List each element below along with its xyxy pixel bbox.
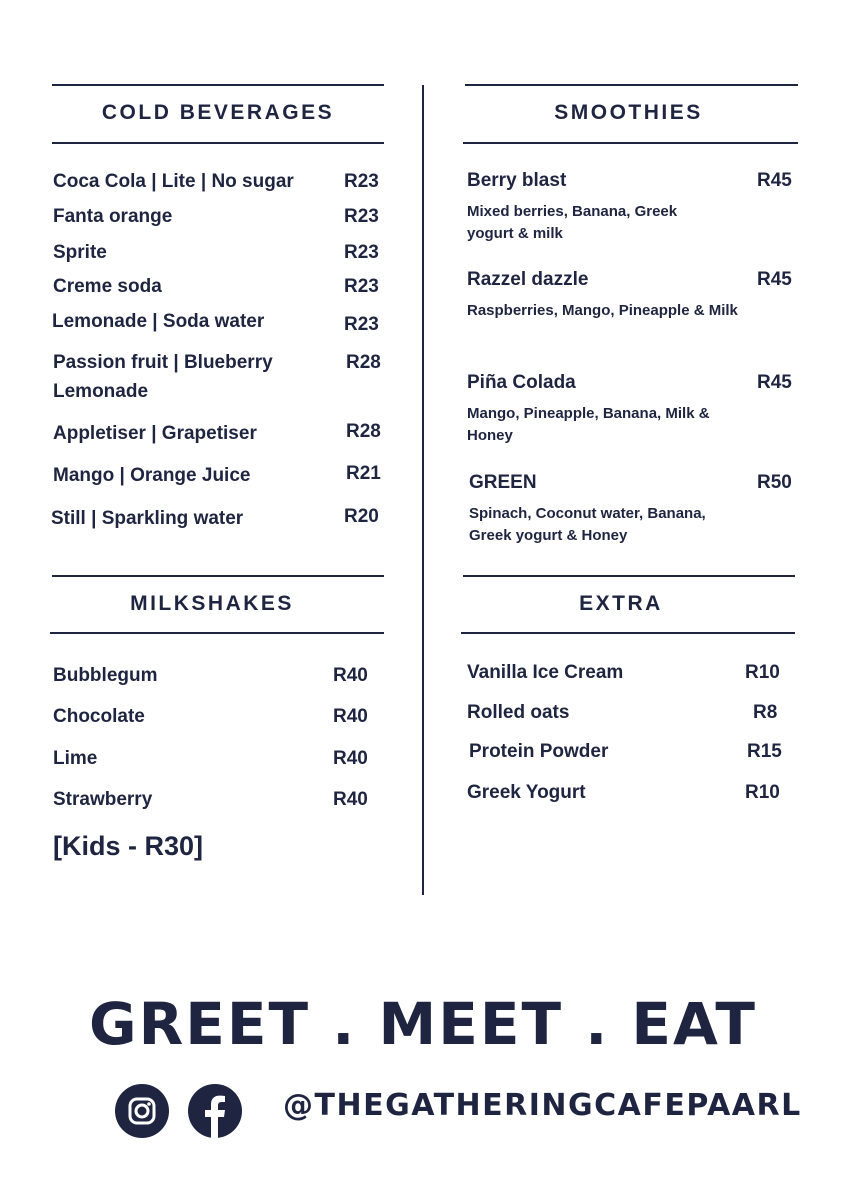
smoothie-description: Spinach, Coconut water, Banana, Greek yogurt & Honey [469, 505, 706, 544]
smoothie-price: R50 [757, 472, 792, 493]
cold-item-name: Lemonade | Soda water [52, 311, 265, 332]
extra-top-rule [463, 575, 795, 577]
instagram-icon[interactable] [115, 1084, 169, 1138]
cold-item-price: R21 [346, 463, 381, 484]
extra-bottom-rule [461, 632, 795, 634]
cold-beverages-bottom-rule [52, 142, 384, 144]
smoothies-bottom-rule [463, 142, 798, 144]
cold-item-name: Coca Cola | Lite | No sugar [53, 171, 294, 192]
milkshake-price: R40 [333, 748, 368, 769]
extra-item-name: Rolled oats [467, 702, 570, 723]
kids-price-note: [Kids - R30] [53, 831, 204, 861]
extra-item-price: R15 [747, 741, 782, 762]
milkshake-name: Strawberry [53, 789, 153, 810]
extra-item-name: Protein Powder [469, 741, 609, 762]
milkshake-price: R40 [333, 789, 368, 810]
cold-item-name: Appletiser | Grapetiser [53, 423, 257, 444]
milkshake-name: Chocolate [53, 706, 145, 727]
social-handle[interactable]: @THEGATHERINGCAFEPAARL [283, 1088, 802, 1123]
cold-item-name: Fanta orange [53, 206, 173, 227]
milkshakes-bottom-rule [50, 632, 384, 634]
smoothie-name: Piña Colada [467, 372, 576, 393]
cold-item-price: R23 [344, 242, 379, 263]
cold-item-name: Passion fruit | Blueberry Lemonade [53, 352, 273, 402]
milkshake-price: R40 [333, 665, 368, 686]
cold-item-price: R28 [346, 352, 381, 373]
cold-item-price: R28 [346, 421, 381, 442]
slogan: GREET . MEET . EAT [89, 990, 757, 1058]
column-divider [422, 85, 424, 895]
extra-item-price: R10 [745, 662, 780, 683]
cold-item-name: Mango | Orange Juice [53, 465, 251, 486]
cold-beverages-heading: COLD BEVERAGES [101, 101, 335, 124]
smoothie-name: GREEN [469, 472, 537, 493]
cold-item-name: Still | Sparkling water [51, 508, 244, 529]
smoothie-description: Mango, Pineapple, Banana, Milk & Honey [467, 405, 710, 444]
cold-item-price: R20 [344, 506, 379, 527]
smoothie-price: R45 [757, 269, 792, 290]
smoothie-name: Razzel dazzle [467, 269, 589, 290]
facebook-icon[interactable] [188, 1084, 242, 1138]
extra-heading: EXTRA [579, 592, 663, 615]
cold-item-price: R23 [344, 276, 379, 297]
milkshake-name: Lime [53, 748, 98, 769]
milkshakes-top-rule [52, 575, 384, 577]
cold-item-name: Creme soda [53, 276, 162, 297]
cold-item-price: R23 [344, 206, 379, 227]
extra-item-price: R8 [753, 702, 778, 723]
cold-beverages-top-rule [52, 84, 384, 86]
extra-item-name: Greek Yogurt [467, 782, 586, 803]
milkshakes-heading: MILKSHAKES [130, 592, 294, 615]
smoothies-top-rule [465, 84, 798, 86]
smoothie-price: R45 [757, 170, 792, 191]
smoothie-description: Raspberries, Mango, Pineapple & Milk [467, 302, 738, 319]
smoothies-heading: SMOOTHIES [554, 101, 703, 124]
cold-item-name: Sprite [53, 242, 107, 263]
smoothie-name: Berry blast [467, 170, 567, 191]
milkshake-price: R40 [333, 706, 368, 727]
smoothie-description: Mixed berries, Banana, Greek yogurt & milk [467, 203, 678, 242]
milkshake-name: Bubblegum [53, 665, 158, 686]
cold-item-price: R23 [344, 171, 379, 192]
extra-item-name: Vanilla Ice Cream [467, 662, 624, 683]
cold-item-price: R23 [344, 314, 379, 335]
extra-item-price: R10 [745, 782, 780, 803]
smoothie-price: R45 [757, 372, 792, 393]
